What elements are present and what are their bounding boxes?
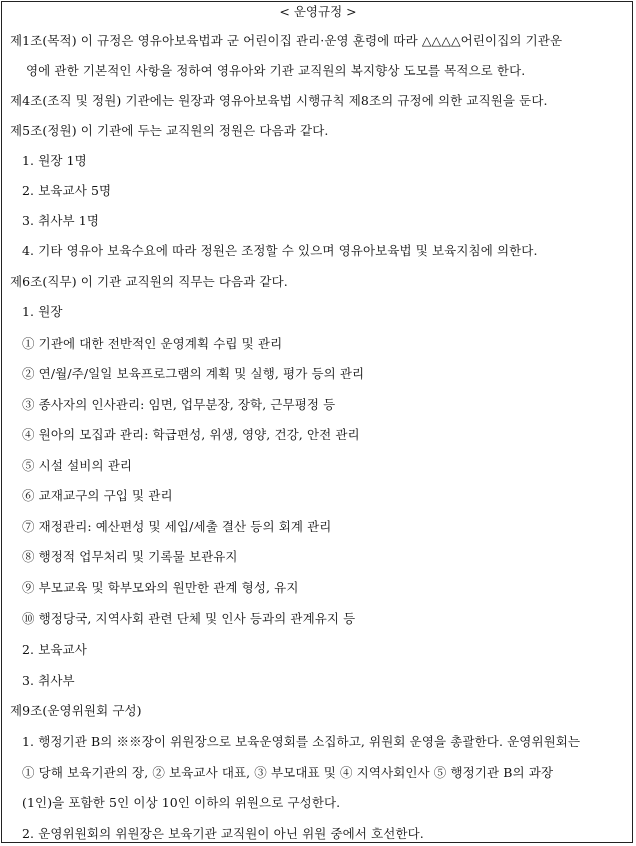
text-line: 1. 원장 — [22, 304, 63, 319]
text-line: ⑧ 행정적 업무처리 및 기록물 보관유지 — [22, 549, 238, 564]
text-line: 제1조(목적) 이 규정은 영유아보육법과 군 어린이집 관리·운영 훈령에 따라 △△△△어린이집의 기관운 — [10, 33, 563, 48]
document-title: < 운영규정 > — [279, 4, 357, 19]
text-line: 3. 취사부 — [22, 673, 75, 688]
text-line: 제5조(정원) 이 기관에 두는 교직원의 정원은 다음과 같다. — [10, 123, 329, 138]
text-line: 영에 관한 기본적인 사항을 정하여 영유아와 기관 교직원의 복지향상 도모를 목적으로 한다. — [26, 63, 526, 78]
text-line: 제9조(운영위원회 구성) — [10, 703, 142, 718]
text-line: 3. 취사부 1명 — [22, 213, 100, 228]
text-line: ① 당해 보육기관의 장, ② 보육교사 대표, ③ 부모대표 및 ④ 지역사회인사 ⑤ 행정기관 B의 과장 — [22, 765, 554, 780]
text-line: ④ 원아의 모집과 관리: 학급편성, 위생, 영양, 건강, 안전 관리 — [22, 427, 360, 442]
text-line: (1인)을 포함한 5인 이상 10인 이하의 위원으로 구성한다. — [22, 795, 341, 810]
text-line: 1. 원장 1명 — [22, 153, 87, 168]
text-line: ⑦ 재정관리: 예산편성 및 세입/세출 결산 등의 회계 관리 — [22, 519, 332, 534]
text-line: ⑩ 행정당국, 지역사회 관련 단체 및 인사 등과의 관계유지 등 — [22, 611, 356, 626]
text-line: 4. 기타 영유아 보육수요에 따라 정원은 조정할 수 있으며 영유아보육법 및 보육지침에 의한다. — [22, 243, 538, 258]
text-line: 2. 보육교사 — [22, 642, 87, 657]
text-line: 제6조(직무) 이 기관 교직원의 직무는 다음과 같다. — [10, 274, 288, 289]
text-line: ③ 종사자의 인사관리: 임면, 업무분장, 장학, 근무평정 등 — [22, 397, 336, 412]
text-line: ⑨ 부모교육 및 학부모와의 원만한 관계 형성, 유지 — [22, 580, 299, 595]
text-line: ② 연/월/주/일일 보육프로그램의 계획 및 실행, 평가 등의 관리 — [22, 366, 365, 381]
text-line: ⑤ 시설 설비의 관리 — [22, 458, 133, 473]
text-line: 2. 운영위원회의 위원장은 보육기관 교직원이 아닌 위원 중에서 호선한다. — [22, 826, 424, 841]
text-line: 1. 행정기관 B의 ※※장이 위원장으로 보육운영회를 소집하고, 위원회 운영을 총괄한다. 운영위원회는 — [22, 734, 581, 749]
text-line: 제4조(조직 및 정원) 기관에는 원장과 영유아보육법 시행규칙 제8조의 규정에 의한 교직원을 둔다. — [10, 93, 548, 108]
text-line: 2. 보육교사 5명 — [22, 183, 112, 198]
text-line: ① 기관에 대한 전반적인 운영계획 수립 및 관리 — [22, 336, 283, 351]
text-line: ⑥ 교재교구의 구입 및 관리 — [22, 488, 173, 503]
